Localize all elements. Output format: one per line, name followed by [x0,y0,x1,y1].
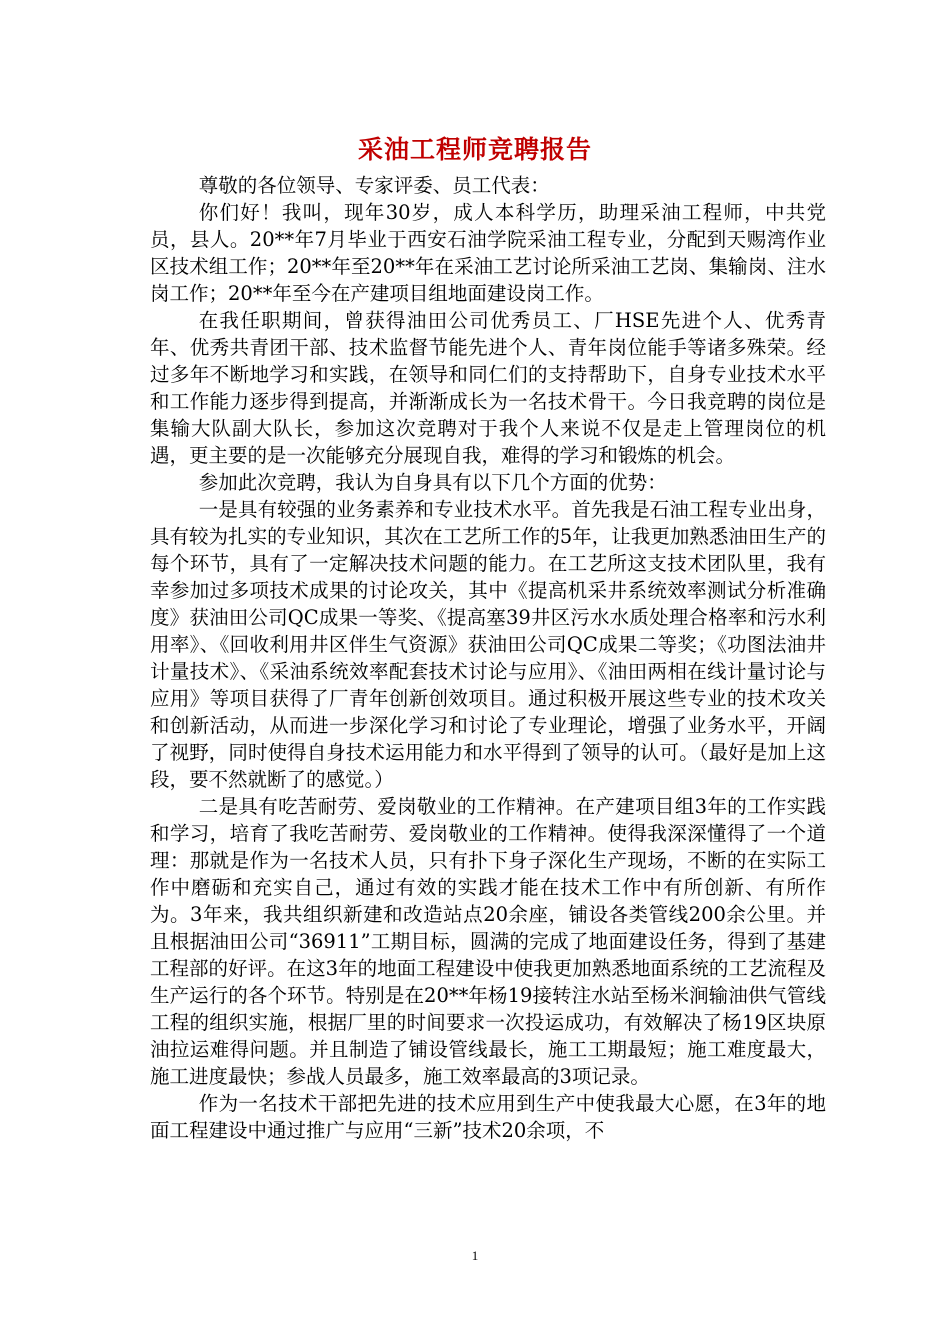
honors-paragraph: 在我任职期间，曾获得油田公司优秀员工、厂HSE先进个人、优秀青年、优秀共青团干部、技术监督节能先进个人、青年岗位能手等诸多殊荣。经过多年不断地学习和实践，在领导和同仁们的支持帮助下，自身专业技术水平和工作能力逐步得到提高，并渐渐成长为一名技术骨干。今日我竞聘的岗位是集输大队副大队长，参加这次竞聘对于我个人来说不仅是走上管理岗位的机遇，更主要的是一次能够充分展现自我，难得的学习和锻炼的机会。 [150,309,826,467]
document-body [150,172,826,1144]
technology-paragraph: 作为一名技术干部把先进的技术应用到生产中使我最大心愿，在3年的地面工程建设中通过推广与应用“三新”技术20余项，不 [150,1092,826,1142]
advantages-intro-paragraph: 参加此次竞聘，我认为自身具有以下几个方面的优势： [198,471,667,494]
advantage-two-paragraph: 二是具有吃苦耐劳、爱岗敬业的工作精神。在产建项目组3年的工作实践和学习，培育了我吃苦耐劳、爱岗敬业的工作精神。使得我深深懂得了一个道理：那就是作为一名技术人员，只有扑下身子深化生产现场，不断的在实际工作中磨砺和充实自己，通过有效的实践才能在技术工作中有所创新、有所作为。3年来，我共组织新建和改造站点20余座，铺设各类管线200余公里。并且根据油田公司“36911”工期目标，圆满的完成了地面建设任务，得到了基建工程部的好评。在这3年的地面工程建设中使我更加熟悉地面系统的工艺流程及生产运行的各个环节。特别是在20**年杨19接转注水站至杨米涧输油供气管线工程的组织实施，根据厂里的时间要求一次投运成功，有效解决了杨19区块原油拉运难得问题。并且制造了铺设管线最长，施工工期最短；施工难度最大，施工进度最快；参战人员最多，施工效率最高的3项记录。 [150,795,826,1088]
salutation-paragraph: 尊敬的各位领导、专家评委、员工代表： [198,174,550,197]
advantage-one-paragraph: 一是具有较强的业务素养和专业技术水平。首先我是石油工程专业出身，具有较为扎实的专业知识，其次在工艺所工作的5年，让我更加熟悉油田生产的每个环节，具有了一定解决技术问题的能力。在工艺所这支技术团队里，我有幸参加过多项技术成果的讨论攻关，其中《提高机采井系统效率测试分析准确度》获油田公司QC成果一等奖、《提高塞39井区污水水质处理合格率和污水利用率》、《回收利用井区伴生气资源》获油田公司QC成果二等奖；《功图法油井计量技术》、《采油系统效率配套技术讨论与应用》、《油田两相在线计量讨论与应用》等项目获得了厂青年创新创效项目。通过积极开展这些专业的技术攻关和创新活动，从而进一步深化学习和讨论了专业理论，增强了业务水平，开阔了视野，同时使得自身技术运用能力和水平得到了领导的认可。（最好是加上这段，要不然就断了的感觉。） [150,498,826,791]
introduction-paragraph: 你们好！我叫，现年30岁，成人本科学历，助理采油工程师，中共党员，县人。20**年7月毕业于西安石油学院采油工程专业，分配到天赐湾作业区技术组工作；20**年至20**年在采油工艺讨论所采油工艺岗、集输岗、注水岗工作；20**年至今在产建项目组地面建设岗工作。 [150,201,826,305]
page-number: 1 [471,1248,479,1263]
document-title: 采油工程师竞聘报告 [357,135,592,164]
